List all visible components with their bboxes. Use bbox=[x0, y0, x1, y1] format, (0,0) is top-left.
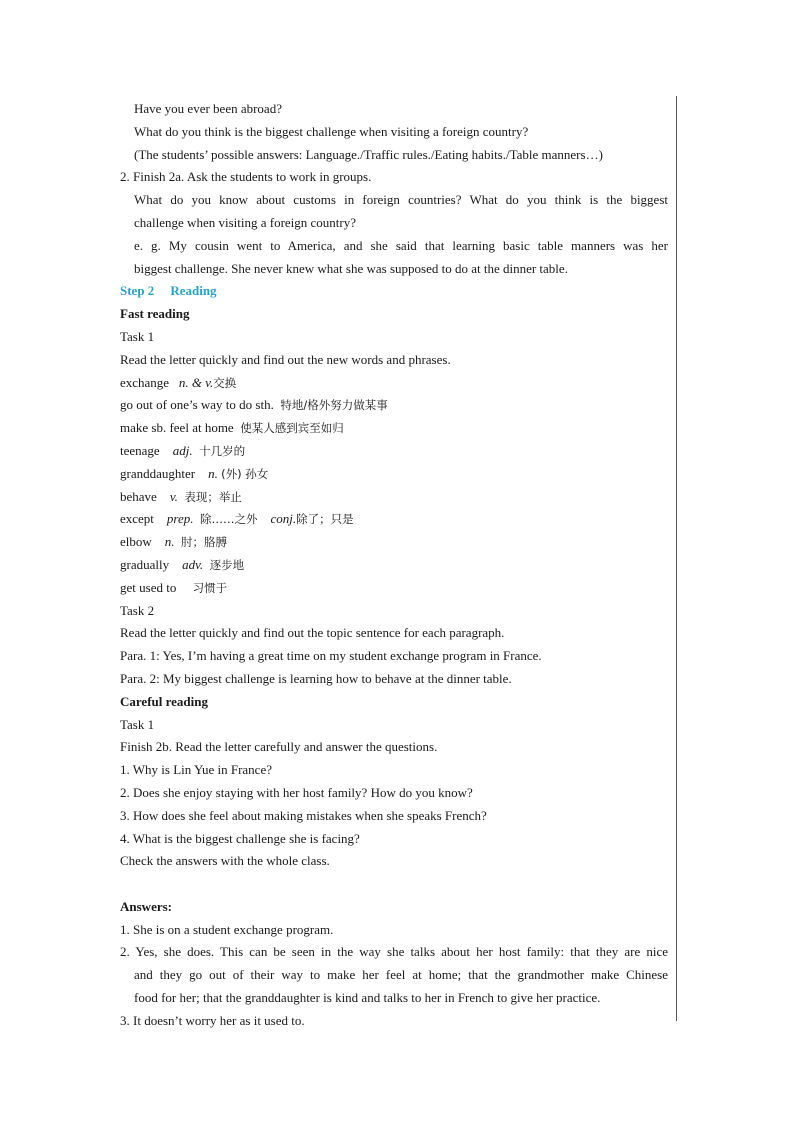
answer-2-line-2: and they go out of their way to make her feel at home; that the grandmother make Chinese bbox=[134, 967, 668, 983]
vocab-pos: prep. bbox=[166, 511, 194, 527]
fast-task-2-label: Task 2 bbox=[120, 602, 155, 618]
careful-reading-heading: Careful reading bbox=[120, 693, 208, 709]
warmup-question-1: Have you ever been abroad? bbox=[134, 101, 282, 116]
vocab-word: elbow bbox=[120, 534, 152, 550]
warmup-item-2: 2. Finish 2a. Ask the students to work in groups. bbox=[120, 169, 372, 185]
vocab-meaning: 逐步地 bbox=[209, 557, 245, 572]
answer-2-line-1: 2. Yes, she does. This can be seen in the way she talks about her host family: that they are nice bbox=[120, 944, 668, 960]
fast-task-1-instruction: Read the letter quickly and find out the new words and phrases. bbox=[120, 351, 451, 367]
vocab-item bbox=[120, 463, 668, 486]
question-item: 1. Why is Lin Yue in France? bbox=[120, 762, 272, 778]
item2-question-line-2: challenge when visiting a foreign country? bbox=[134, 214, 357, 230]
vocab-meaning: (外) 孙女 bbox=[221, 466, 269, 481]
blank-line bbox=[120, 873, 668, 896]
vocab-word: make sb. feel at home bbox=[120, 420, 234, 436]
vocab-meaning: 使某人感到宾至如归 bbox=[240, 421, 344, 436]
vocab-item bbox=[120, 554, 668, 577]
question-item: 3. How does she feel about making mistakes when she speaks French? bbox=[120, 807, 487, 823]
answers-heading: Answers: bbox=[120, 898, 172, 914]
vocab-pos: n. bbox=[208, 465, 218, 481]
vocab-pos: n. & v. bbox=[178, 374, 214, 390]
step-title: Reading bbox=[170, 283, 217, 299]
fast-task-2-instruction: Read the letter quickly and find out the topic sentence for each paragraph. bbox=[120, 625, 505, 641]
vocab-meaning: 表现；举止 bbox=[184, 489, 242, 504]
vocab-word: get used to bbox=[120, 579, 177, 595]
check-answers-instruction: Check the answers with the whole class. bbox=[120, 853, 330, 869]
vocab-word: go out of one’s way to do sth. bbox=[120, 397, 274, 413]
example-line-1: e. g. My cousin went to America, and she said that learning basic table manners was her bbox=[134, 237, 668, 253]
topic-sentence-para-2: Para. 2: My biggest challenge is learning how to behave at the dinner table. bbox=[120, 670, 512, 686]
vocab-item bbox=[120, 531, 668, 554]
step-label: Step 2 bbox=[120, 283, 155, 299]
vocab-pos: n. bbox=[164, 534, 175, 550]
table-border-right bbox=[676, 96, 677, 1021]
vocab-item bbox=[120, 577, 668, 600]
vocab-meaning-2: 除了；只是 bbox=[296, 512, 354, 527]
answer-2-line-3: food for her; that the granddaughter is kind and talks to her in French to give her practice. bbox=[134, 990, 601, 1006]
item2-question-line-1: What do you know about customs in foreign countries? What do you think is the biggest bbox=[134, 192, 668, 208]
vocab-item bbox=[120, 394, 668, 417]
vocab-meaning: 除……之外 bbox=[200, 512, 258, 527]
question-item: 2. Does she enjoy staying with her host family? How do you know? bbox=[120, 784, 473, 800]
question-item: 4. What is the biggest challenge she is facing? bbox=[120, 830, 360, 846]
vocab-meaning: 特地/格外努力做某事 bbox=[280, 398, 388, 413]
vocab-pos-2: conj. bbox=[270, 511, 297, 527]
topic-sentence-para-1: Para. 1: Yes, I’m having a great time on my student exchange program in France. bbox=[120, 648, 542, 664]
vocab-pos: adv. bbox=[182, 556, 204, 572]
vocab-word: exchange bbox=[120, 374, 170, 390]
step-heading bbox=[120, 280, 668, 303]
answer-3: 3. It doesn’t worry her as it used to. bbox=[120, 1012, 305, 1028]
vocab-pos: adj. bbox=[172, 442, 193, 458]
vocab-item bbox=[120, 372, 668, 395]
vocab-meaning: 习惯于 bbox=[192, 580, 228, 595]
vocab-meaning: 交换 bbox=[213, 375, 237, 390]
vocab-word: teenage bbox=[120, 442, 160, 458]
careful-task-1-instruction: Finish 2b. Read the letter carefully and answer the questions. bbox=[120, 739, 438, 755]
vocab-item bbox=[120, 417, 668, 440]
careful-task-1-label: Task 1 bbox=[120, 716, 155, 732]
vocab-meaning: 十几岁的 bbox=[199, 443, 246, 458]
vocab-item bbox=[120, 508, 668, 531]
answer-1: 1. She is on a student exchange program. bbox=[120, 921, 334, 937]
example-line-2: biggest challenge. She never knew what she was supposed to do at the dinner table. bbox=[134, 260, 568, 276]
vocab-meaning: 肘；胳膊 bbox=[181, 535, 228, 550]
vocab-word: gradually bbox=[120, 556, 170, 572]
warmup-question-2: What do you think is the biggest challenge when visiting a foreign country? bbox=[134, 123, 529, 139]
vocab-item bbox=[120, 486, 668, 509]
vocab-pos: v. bbox=[169, 488, 178, 504]
lesson-content bbox=[120, 98, 668, 1033]
vocab-word: behave bbox=[120, 488, 157, 504]
fast-reading-heading: Fast reading bbox=[120, 306, 190, 322]
warmup-possible-answers: (The students’ possible answers: Language./Traffic rules./Eating habits./Table manners…) bbox=[134, 146, 603, 162]
vocab-word: granddaughter bbox=[120, 465, 196, 481]
fast-task-1-label: Task 1 bbox=[120, 328, 155, 344]
vocab-word: except bbox=[120, 511, 154, 527]
vocab-item bbox=[120, 440, 668, 463]
